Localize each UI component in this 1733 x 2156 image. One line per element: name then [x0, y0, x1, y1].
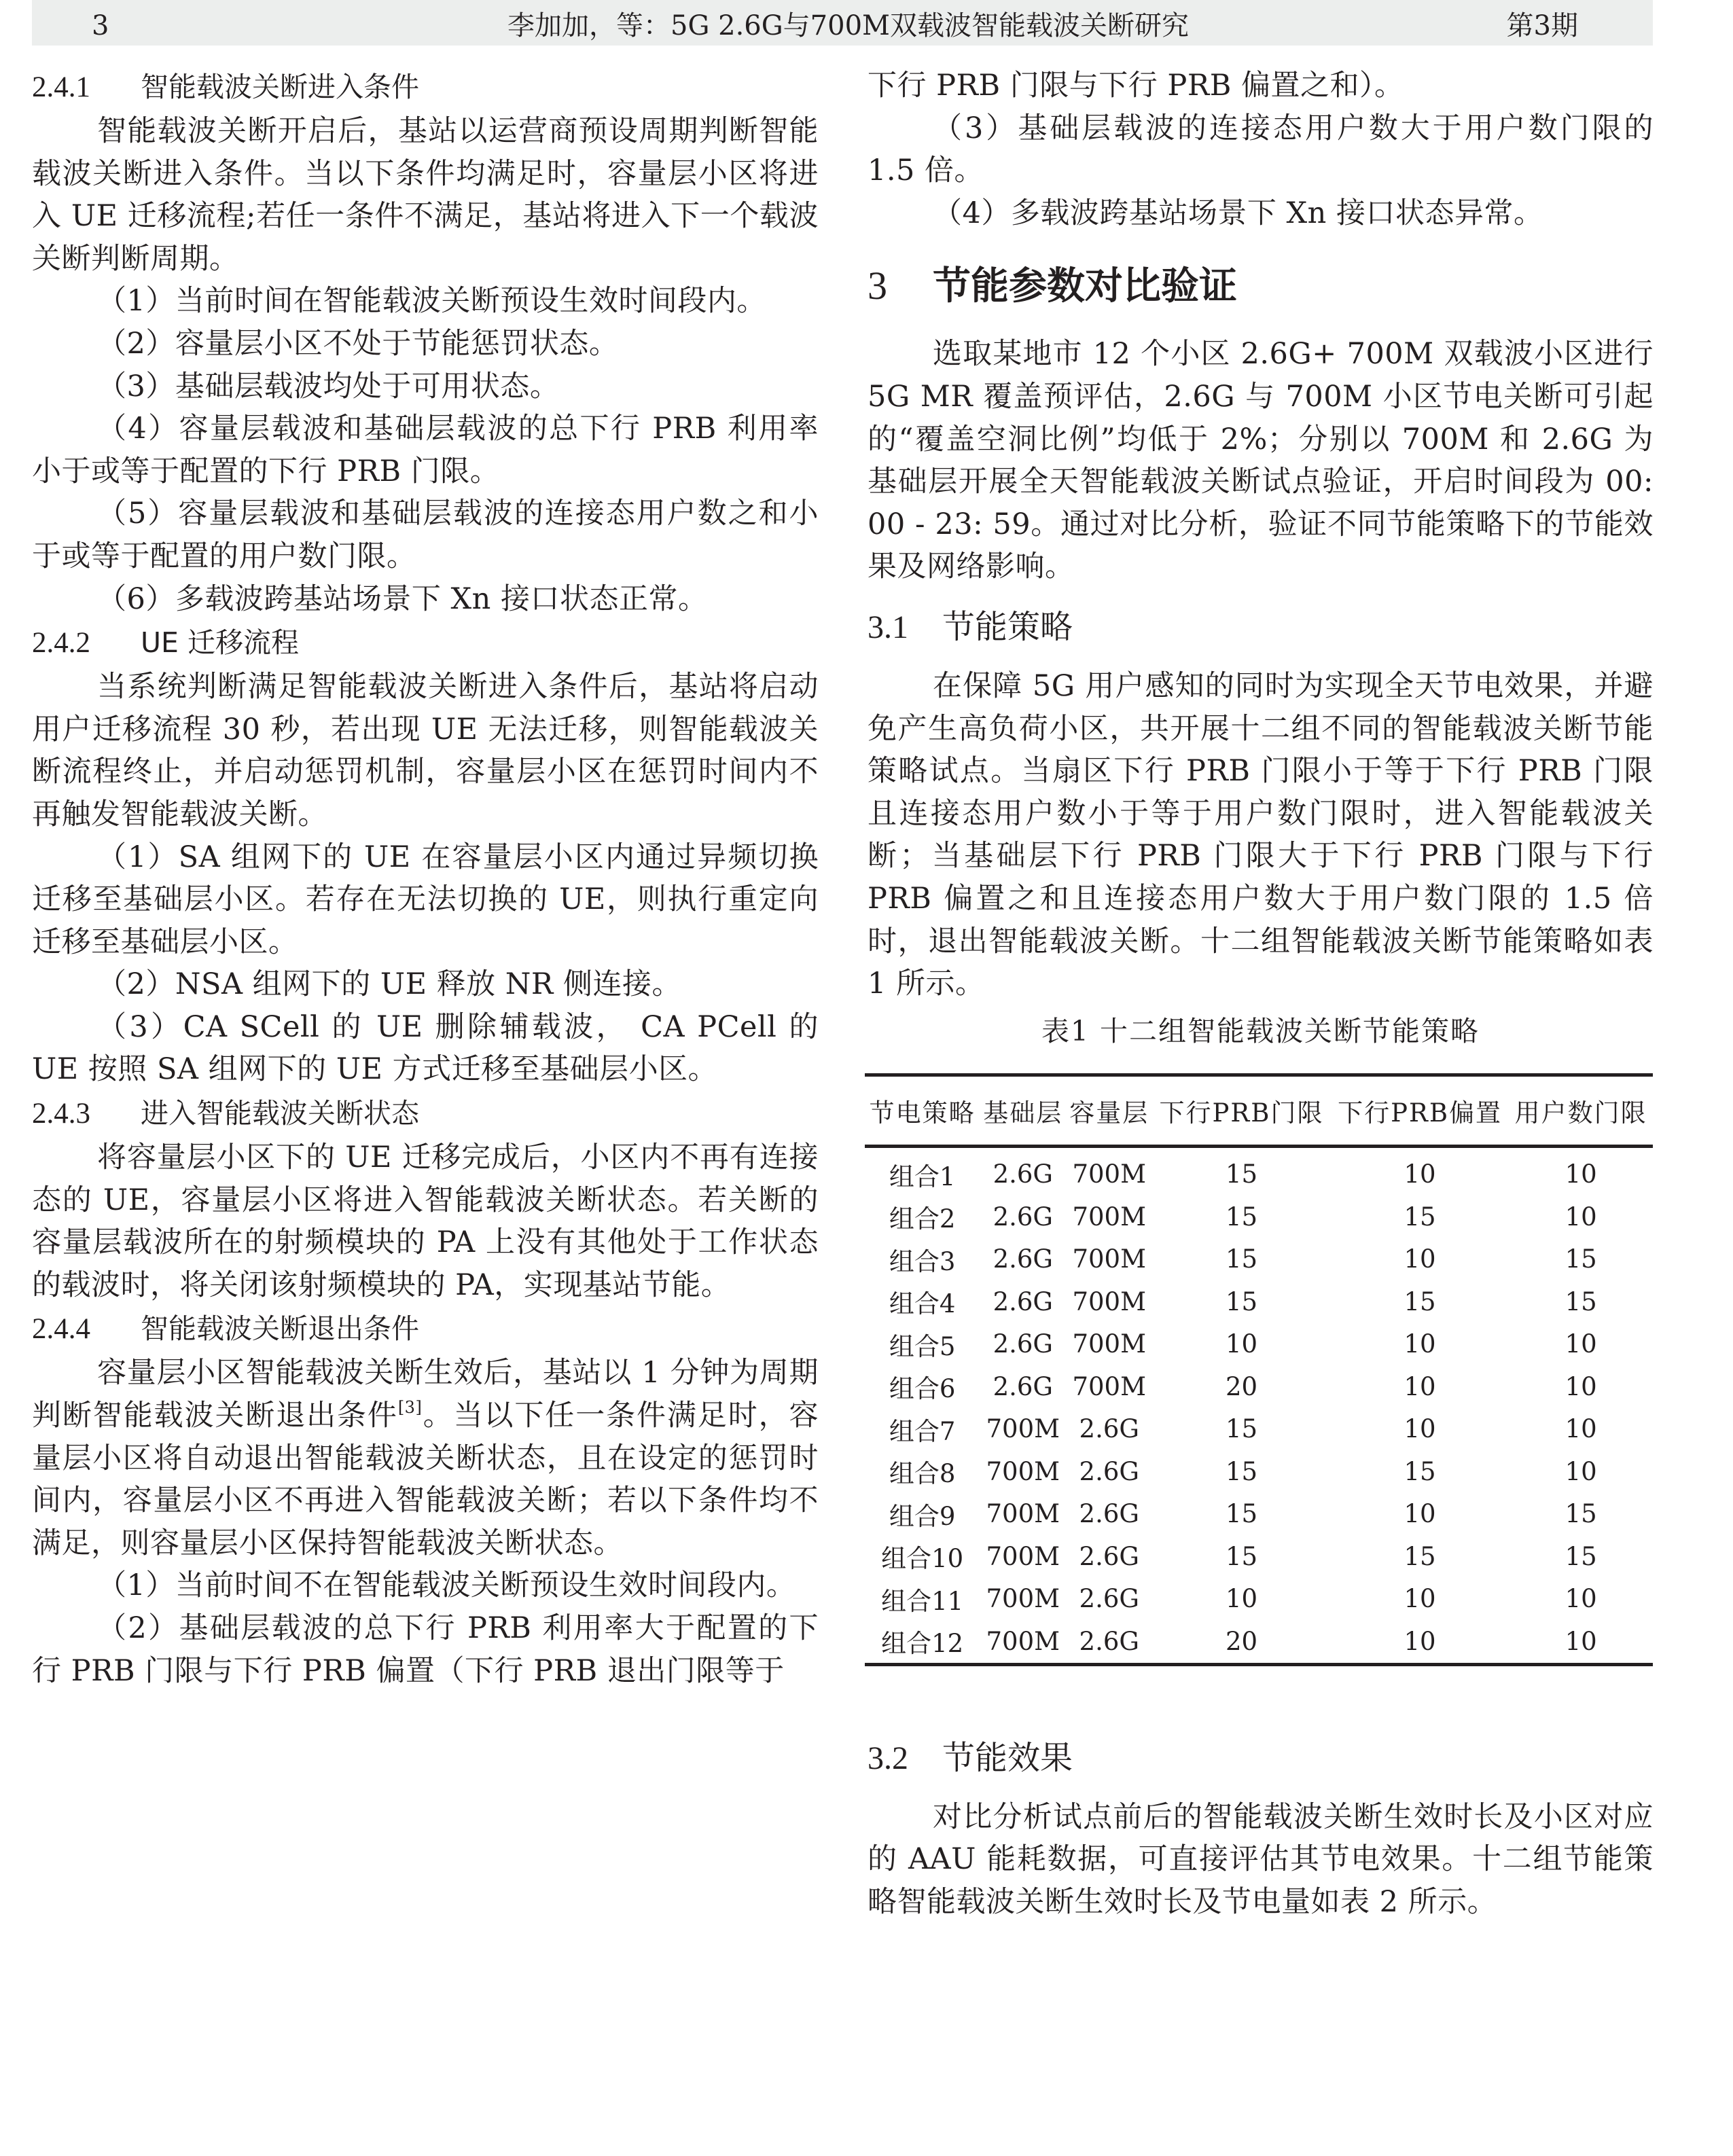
section-title: 节能参数对比验证: [933, 264, 1237, 309]
section-number: 3: [868, 264, 887, 308]
table-cell: 2.6G: [993, 1287, 1053, 1316]
table-cell: 组合3: [889, 1246, 956, 1276]
table-body: [865, 1146, 1653, 1664]
list-item: （2）基础层载波的总下行 PRB 利用率大于配置的下行 PRB 门限与下行 PRB 偏置（下行 PRB 退出门限等于: [32, 1611, 819, 1688]
column-header: 基础层: [980, 1075, 1066, 1146]
table-cell: 15: [1404, 1202, 1436, 1232]
table-cell: 700M: [1072, 1244, 1146, 1274]
column-header: 下行PRB门限: [1152, 1075, 1331, 1146]
section-heading-2-4-3: [32, 1091, 819, 1136]
table-cell: 组合7: [889, 1416, 956, 1446]
table-cell: 700M: [1072, 1287, 1146, 1316]
table-cell: 2.6G: [1079, 1456, 1139, 1486]
table-cell: 2.6G: [1079, 1414, 1139, 1444]
table-row: [865, 1146, 1653, 1196]
table-caption: 表1 十二组智能载波关断节能策略: [1041, 1014, 1480, 1047]
table-cell: 组合2: [889, 1204, 956, 1234]
table-cell: 700M: [986, 1456, 1060, 1486]
list-item: （4）容量层载波和基础层载波的总下行 PRB 利用率小于或等于配置的下行 PRB 门限。: [32, 412, 819, 488]
list-item: （1）当前时间在智能载波关断预设生效时间段内。: [97, 284, 766, 319]
table-cell: 700M: [1072, 1371, 1146, 1401]
table-cell: 组合6: [889, 1374, 956, 1404]
list-item: （3）基础层载波的连接态用户数大于用户数门限的 1.5 倍。: [868, 111, 1654, 188]
table-cell: 10: [1565, 1160, 1597, 1189]
table-cell: 15: [1225, 1541, 1258, 1571]
section-title: 节能策略: [942, 607, 1073, 646]
paragraph: 在保障 5G 用户感知的同时为实现全天节电效果，并避免产生高负荷小区，共开展十二组不同的智能载波关断节能策略试点。当扇区下行 PRB 门限小于等于下行 PRB 门限且连接态用户数小于等于用户数门限时，进入智能载波关断；当基础层下行 PRB 门限大于下行 PRB 门限与下行 PRB 偏置之和且连接态用户数大于用户数门限的 1.5 倍时，退出智能载波关断。十二组智能载波关断节能策略如表 1 所示。: [868, 668, 1654, 1001]
column-header: 用户数门限: [1509, 1075, 1653, 1146]
table-cell: 15: [1565, 1244, 1597, 1274]
table-cell: 15: [1404, 1541, 1436, 1571]
table-cell: 组合1: [889, 1162, 956, 1191]
table-cell: 10: [1509, 1620, 1653, 1664]
paragraph-continuation: 下行 PRB 门限与下行 PRB 偏置之和）。: [868, 69, 1404, 103]
table-cell: 15: [1225, 1414, 1258, 1444]
table-cell: 10: [1565, 1456, 1597, 1486]
table-row: [865, 1493, 1653, 1536]
paragraph: 选取某地市 12 个小区 2.6G+ 700M 双载波小区进行 5G MR 覆盖预评估，2.6G 与 700M 小区节电关断可引起的“覆盖空洞比例”均低于 2%；分别以 700M 和 2.6G 为基础层开展全天智能载波关断试点验证，开启时间段为 00: 00 - 23: 59。通过对比分析，验证不同节能策略下的节能效果及网络影响。: [868, 337, 1654, 584]
table-cell: 10: [1565, 1584, 1597, 1614]
running-header: [32, 0, 1653, 46]
table-cell: 10: [1225, 1584, 1258, 1614]
table-cell: 2.6G: [993, 1371, 1053, 1401]
table-cell: 2.6G: [1066, 1620, 1152, 1664]
issue-label: 第3期: [1506, 10, 1578, 41]
table-cell: 2.6G: [1079, 1541, 1139, 1571]
table-cell: 组合9: [889, 1501, 956, 1531]
section-heading-2-4-1: [32, 65, 819, 110]
section-number: 2.4.1: [32, 71, 90, 103]
section-heading-3-2: [868, 1734, 1654, 1782]
table-cell: 10: [1331, 1620, 1509, 1664]
table-row: [865, 1408, 1653, 1451]
table-cell: 15: [1225, 1287, 1258, 1316]
section-number: 2.4.2: [32, 627, 90, 660]
left-column: [32, 65, 819, 1692]
table-cell: 15: [1225, 1456, 1258, 1486]
paragraph: 对比分析试点前后的智能载波关断生效时长及小区对应的 AAU 能耗数据，可直接评估其节电效果。十二组节能策略智能载波关断生效时长及节电量如表 2 所示。: [868, 1799, 1654, 1919]
section-number: 2.4.4: [32, 1313, 90, 1346]
table-cell: 20: [1152, 1620, 1331, 1664]
table-row: [865, 1620, 1653, 1664]
list-item: （4）多载波跨基站场景下 Xn 接口状态异常。: [933, 196, 1543, 230]
table-cell: 700M: [986, 1584, 1060, 1614]
table-cell: 2.6G: [1079, 1499, 1139, 1529]
table-cell: 15: [1404, 1287, 1436, 1316]
table-cell: 10: [1404, 1160, 1436, 1189]
table-row: [865, 1578, 1653, 1621]
table-cell: 2.6G: [993, 1244, 1053, 1274]
table-cell: 700M: [1072, 1329, 1146, 1359]
section-title: 节能效果: [942, 1738, 1073, 1777]
list-item: （3）CA SCell 的 UE 删除辅载波， CA PCell 的 UE 按照 SA 组网下的 UE 方式迁移至基础层小区。: [32, 1009, 819, 1087]
table-cell: 10: [1404, 1329, 1436, 1359]
table-cell: 10: [1565, 1371, 1597, 1401]
paragraph: [32, 1352, 819, 1564]
list-item: （2）NSA 组网下的 UE 释放 NR 侧连接。: [97, 967, 681, 1002]
table-row: [865, 1535, 1653, 1578]
section-title: 智能载波关断退出条件: [141, 1312, 419, 1346]
list-item: （5）容量层载波和基础层载波的连接态用户数之和小于或等于配置的用户数门限。: [32, 497, 819, 573]
paragraph: 智能载波关断开启后，基站以运营商预设周期判断智能载波关断进入条件。当以下条件均满足时，容量层小区将进入 UE 迁移流程;若任一条件不满足，基站将进入下一个载波关断判断周期。: [32, 114, 819, 276]
table-header-row: [865, 1075, 1653, 1146]
list-item: （6）多载波跨基站场景下 Xn 接口状态正常。: [97, 581, 708, 616]
table-cell: 10: [1565, 1414, 1597, 1444]
list-item: （1）SA 组网下的 UE 在容量层小区内通过异频切换迁移至基础层小区。若存在无法切换的 UE，则执行重定向迁移至基础层小区。: [32, 840, 819, 959]
table-cell: 组合12: [865, 1620, 980, 1664]
table-cell: 700M: [1072, 1202, 1146, 1232]
table-cell: 10: [1225, 1329, 1258, 1359]
strategy-table: [865, 1073, 1653, 1666]
table-row: [865, 1450, 1653, 1493]
table-cell: 700M: [980, 1620, 1066, 1664]
table-cell: 700M: [986, 1499, 1060, 1529]
table-cell: 15: [1225, 1244, 1258, 1274]
table-cell: 10: [1565, 1329, 1597, 1359]
running-title: 李加加，等：5G 2.6G与700M双载波智能载波关断研究: [507, 10, 1189, 41]
table-cell: 组合10: [881, 1544, 964, 1574]
paragraph: 将容量层小区下的 UE 迁移完成后，小区内不再有连接态的 UE，容量层小区将进入智能载波关断状态。若关断的容量层载波所在的射频模块的 PA 上没有其他处于工作状态的载波时，将关闭该射频模块的 PA，实现基站节能。: [32, 1140, 819, 1302]
table-row: [865, 1196, 1653, 1238]
table-cell: 2.6G: [993, 1329, 1053, 1359]
section-title: 智能载波关断进入条件: [141, 71, 419, 103]
table-cell: 15: [1565, 1541, 1597, 1571]
table-row: [865, 1323, 1653, 1366]
column-header: 容量层: [1066, 1075, 1152, 1146]
table-cell: 15: [1225, 1202, 1258, 1232]
section-title: 进入智能载波关断状态: [141, 1097, 419, 1130]
table-cell: 10: [1565, 1202, 1597, 1232]
table-cell: 组合4: [889, 1289, 956, 1319]
paragraph: 当系统判断满足智能载波关断进入条件后，基站将启动用户迁移流程 30 秒，若出现 UE 无法迁移，则智能载波关断流程终止，并启动惩罚机制，容量层小区在惩罚时间内不再触发智能载波关断。: [32, 670, 819, 831]
table-cell: 组合8: [889, 1459, 956, 1489]
table-cell: 700M: [986, 1414, 1060, 1444]
table-cell: 2.6G: [993, 1160, 1053, 1189]
table-row: [865, 1280, 1653, 1323]
table-cell: 15: [1404, 1456, 1436, 1486]
section-number: 2.4.3: [32, 1098, 90, 1130]
table-cell: 700M: [1072, 1160, 1146, 1189]
table-cell: 15: [1225, 1160, 1258, 1189]
section-title: UE 迁移流程: [141, 626, 299, 660]
column-header: 下行PRB偏置: [1331, 1075, 1509, 1146]
list-item: （1）当前时间不在智能载波关断预设生效时间段内。: [97, 1568, 796, 1603]
paragraph-text: 。当以下任一条件满足时，容量层小区将自动退出智能载波关断状态，且在设定的惩罚时间内，容量层小区不再进入智能载波关断；若以下条件均不满足，则容量层小区保持智能载波关断状态。: [32, 1399, 819, 1560]
table-cell: 20: [1225, 1371, 1258, 1401]
paragraph-text: 容量层小区智能载波关断生效后，基站以 1 分钟为周期判断智能载波关断退出条件: [32, 1356, 819, 1433]
section-number: 3.1: [868, 609, 908, 645]
page-number: 3: [92, 10, 109, 41]
section-heading-3-1: [868, 603, 1654, 651]
table-cell: 2.6G: [993, 1202, 1053, 1232]
table-row: [865, 1238, 1653, 1281]
table-row: [865, 1365, 1653, 1408]
table-cell: 700M: [986, 1541, 1060, 1571]
list-item: （2）容量层小区不处于节能惩罚状态。: [97, 326, 619, 361]
table-cell: 2.6G: [1079, 1584, 1139, 1614]
table-cell: 10: [1404, 1371, 1436, 1401]
column-header: 节电策略: [865, 1075, 980, 1146]
table-cell: 10: [1404, 1414, 1436, 1444]
section-heading-3: [868, 259, 1654, 314]
table-cell: 组合5: [889, 1331, 956, 1361]
citation-ref[interactable]: [3]: [397, 1398, 423, 1418]
table-cell: 15: [1565, 1499, 1597, 1529]
table-cell: 10: [1404, 1244, 1436, 1274]
section-heading-2-4-2: [32, 620, 819, 666]
table-cell: 15: [1225, 1499, 1258, 1529]
table-cell: 10: [1404, 1499, 1436, 1529]
table-cell: 15: [1565, 1287, 1597, 1316]
table-cell: 组合11: [881, 1586, 964, 1616]
section-heading-2-4-4: [32, 1306, 819, 1352]
table-cell: 10: [1404, 1584, 1436, 1614]
list-item: （3）基础层载波均处于可用状态。: [97, 369, 560, 403]
section-number: 3.2: [868, 1740, 908, 1776]
right-column: [868, 65, 1654, 1923]
